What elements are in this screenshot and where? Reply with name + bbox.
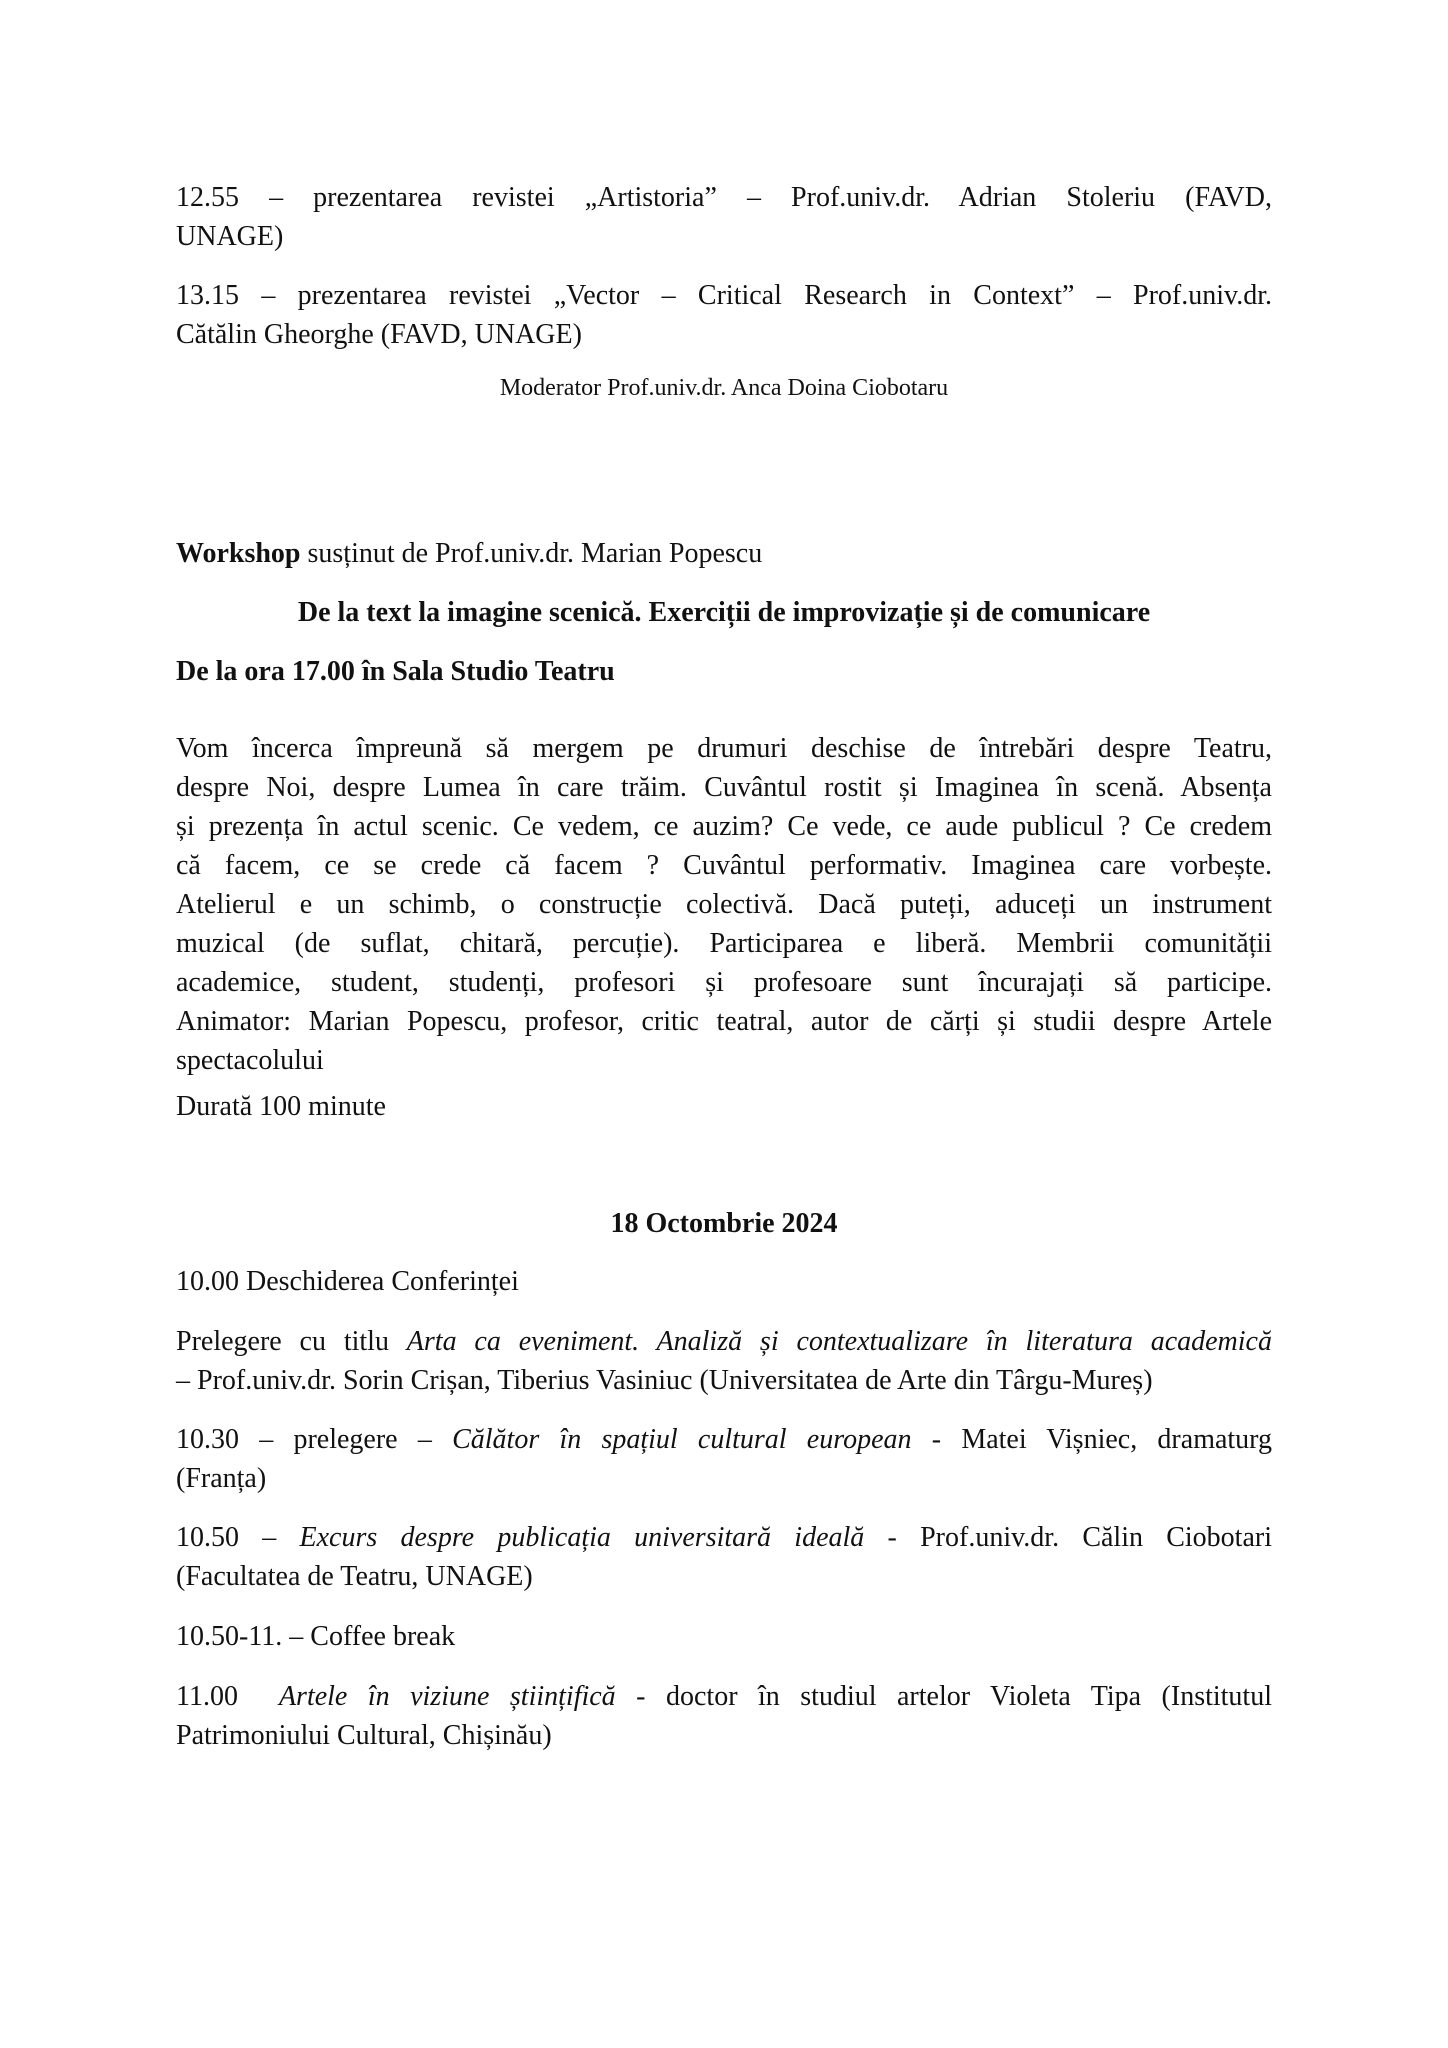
description-line: și prezența în actul scenic. Ce vedem, ce auzim? Ce vede, ce aude publicul ? Ce credem: [176, 811, 1272, 842]
lecture2-line2: (Franța): [176, 1463, 267, 1494]
lecture3-title: Excurs despre publicația universitară ideală: [299, 1522, 865, 1553]
lecture2-prefix: 10.30 – prelegere –: [176, 1424, 453, 1455]
item-vector-line2: Cătălin Gheorghe (FAVD, UNAGE): [176, 319, 582, 350]
workshop-host: susținut de Prof.univ.dr. Marian Popescu: [300, 538, 763, 569]
lecture2-line1: [176, 1420, 1272, 1459]
workshop-title: De la text la imagine scenică. Exerciții de improvizație și de comunicare: [297, 597, 1151, 628]
lecture4-title: Artele în viziune științifică: [278, 1681, 616, 1712]
item-vector-line1: 13.15 – prezentarea revistei „Vector – Critical Research in Context” – Prof.univ.dr.: [176, 280, 1272, 311]
workshop-label: Workshop: [176, 538, 301, 569]
workshop-time-place: De la ora 17.00 în Sala Studio Teatru: [176, 656, 615, 687]
lecture4-line2: Patrimoniului Cultural, Chișinău): [176, 1720, 552, 1751]
description-line: Vom încerca împreună să mergem pe drumuri deschise de întrebări despre Teatru,: [176, 733, 1272, 764]
lecture1-title: Arta ca eveniment. Analiză și contextualizare în literatura academică: [406, 1326, 1272, 1357]
lecture4-suffix: - doctor în studiul artelor Violeta Tipa (Institutul: [615, 1681, 1272, 1712]
workshop-duration: Durată 100 minute: [176, 1091, 386, 1122]
lecture1-line2: – Prof.univ.dr. Sorin Crișan, Tiberius Vasiniuc (Universitatea de Arte din Târgu-Mureș): [176, 1365, 1153, 1396]
description-line: că facem, ce se crede că facem ? Cuvântul performativ. Imaginea care vorbește.: [176, 850, 1272, 881]
item-artistoria-line1: 12.55 – prezentarea revistei „Artistoria” – Prof.univ.dr. Adrian Stoleriu (FAVD,: [176, 182, 1272, 213]
coffee-break: 10.50-11. – Coffee break: [176, 1621, 456, 1652]
lecture4-line1: [176, 1677, 1272, 1716]
lecture1-line1: [176, 1322, 1272, 1361]
workshop-heading: [176, 534, 1272, 573]
moderator-line: Moderator Prof.univ.dr. Anca Doina Ciobotaru: [499, 375, 949, 401]
day-date-heading: 18 Octombrie 2024: [610, 1208, 838, 1239]
lecture3-prefix: 10.50 –: [176, 1522, 300, 1553]
description-line: muzical (de suflat, chitară, percuție). Participarea e liberă. Membrii comunității: [176, 928, 1272, 959]
item-artistoria-line2: UNAGE): [176, 221, 284, 252]
description-line: spectacolului: [176, 1045, 324, 1076]
lecture3-line1: [176, 1518, 1272, 1557]
description-line: Atelierul e un schimb, o construcție colectivă. Dacă puteți, aduceți un instrument: [176, 889, 1272, 920]
description-line: academice, student, studenți, profesori și profesoare sunt încurajați să participe.: [176, 967, 1272, 998]
lecture4-prefix: 11.00: [176, 1681, 279, 1712]
lecture2-suffix: - Matei Vișniec, dramaturg: [911, 1424, 1272, 1455]
lecture3-line2: (Facultatea de Teatru, UNAGE): [176, 1561, 533, 1592]
description-line: despre Noi, despre Lumea în care trăim. Cuvântul rostit și Imaginea în scenă. Absența: [176, 772, 1272, 803]
description-line: Animator: Marian Popescu, profesor, critic teatral, autor de cărți și studii despre Artele: [176, 1006, 1272, 1037]
lecture2-title: Călător în spațiul cultural european: [452, 1424, 912, 1455]
lecture1-prefix: Prelegere cu titlu: [176, 1326, 407, 1357]
lecture3-suffix: - Prof.univ.dr. Călin Ciobotari: [864, 1522, 1272, 1553]
opening-item: 10.00 Deschiderea Conferinței: [176, 1266, 519, 1297]
